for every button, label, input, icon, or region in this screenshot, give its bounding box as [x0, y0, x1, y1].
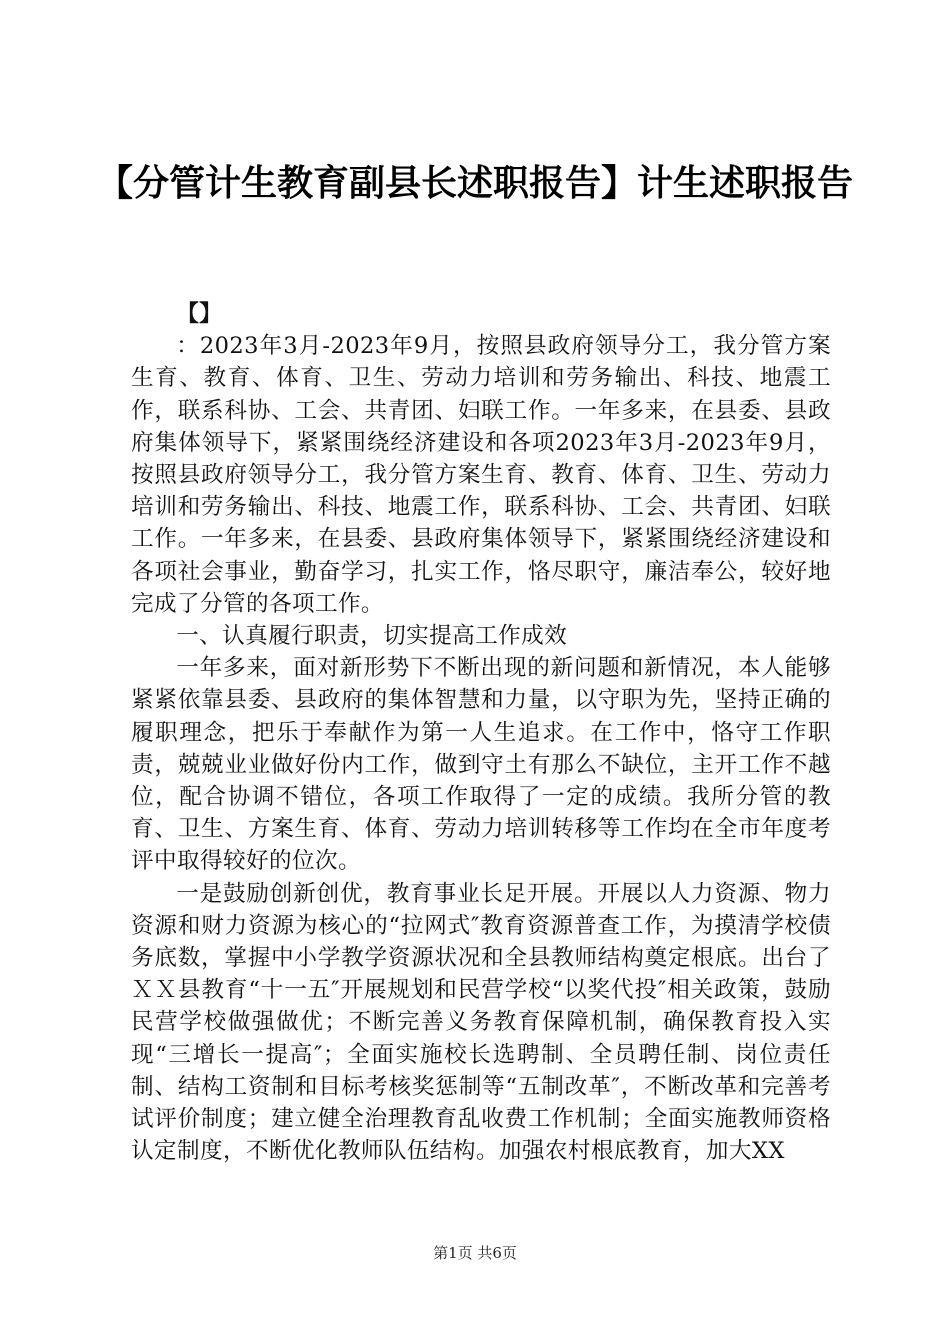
paragraph: 一是鼓励创新创优，教育事业长足开展。开展以人力资源、物力资源和财力资源为核心的“拉网式″教育资源普查工作，为摸清学校债务底数，掌握中小学教学资源状况和全县教师结构奠定根底。出台了ＸＸ县教育“十一五″开展规划和民营学校“以奖代投″相关政策，鼓励民营学校做强做优；不断完善义务教育保障机制，确保教育投入实现“三增长一提高″；全面实施校长选聘制、全员聘任制、岗位责任制、结构工资制和目标考核奖惩制等“五制改革″，不断改革和完善考试评价制度；建立健全治理教育乱收费工作机制；全面实施教师资格认定制度，不断优化教师队伍结构。加强农村根底教育，加大XX: [131, 880, 831, 1165]
document-body: [131, 298, 831, 1167]
subheading-text: 【】: [176, 301, 223, 327]
subheading: [131, 298, 831, 330]
paragraph: ：2023年3月-2023年9月，按照县政府领导分工，我分管方案生育、教育、体育、卫生、劳动力培训和劳务输出、科技、地震工作，联系科协、工会、共青团、妇联工作。一年多来，在县委、县政府集体领导下，紧紧围绕经济建设和各项2023年3月-2023年9月，按照县政府领导分工，我分管方案生育、教育、体育、卫生、劳动力培训和劳务输出、科技、地震工作，联系科协、工会、共青团、妇联工作。一年多来，在县委、县政府集体领导下，紧紧围绕经济建设和各项社会事业，勤奋学习，扎实工作，恪尽职守，廉洁奉公，较好地完成了分管的各项工作。: [131, 333, 831, 617]
page-number: 第1页 共6页: [433, 1244, 517, 1262]
document-title: 【分管计生教育副县长述职报告】计生述职报告: [96, 163, 853, 204]
paragraph: 一年多来，面对新形势下不断出现的新问题和新情况，本人能够紧紧依靠县委、县政府的集体智慧和力量，以守职为先，坚持正确的履职理念，把乐于奉献作为第一人生追求。在工作中，恪守工作职责，兢兢业业做好份内工作，做到守土有那么不缺位，主开工作不越位，配合协调不错位，各项工作取得了一定的成绩。我所分管的教育、卫生、方案生育、体育、劳动力培训转移等工作均在全市年度考评中取得较好的位次。: [131, 655, 831, 875]
section-heading: 一、认真履行职责，切实提高工作成效: [176, 623, 568, 650]
